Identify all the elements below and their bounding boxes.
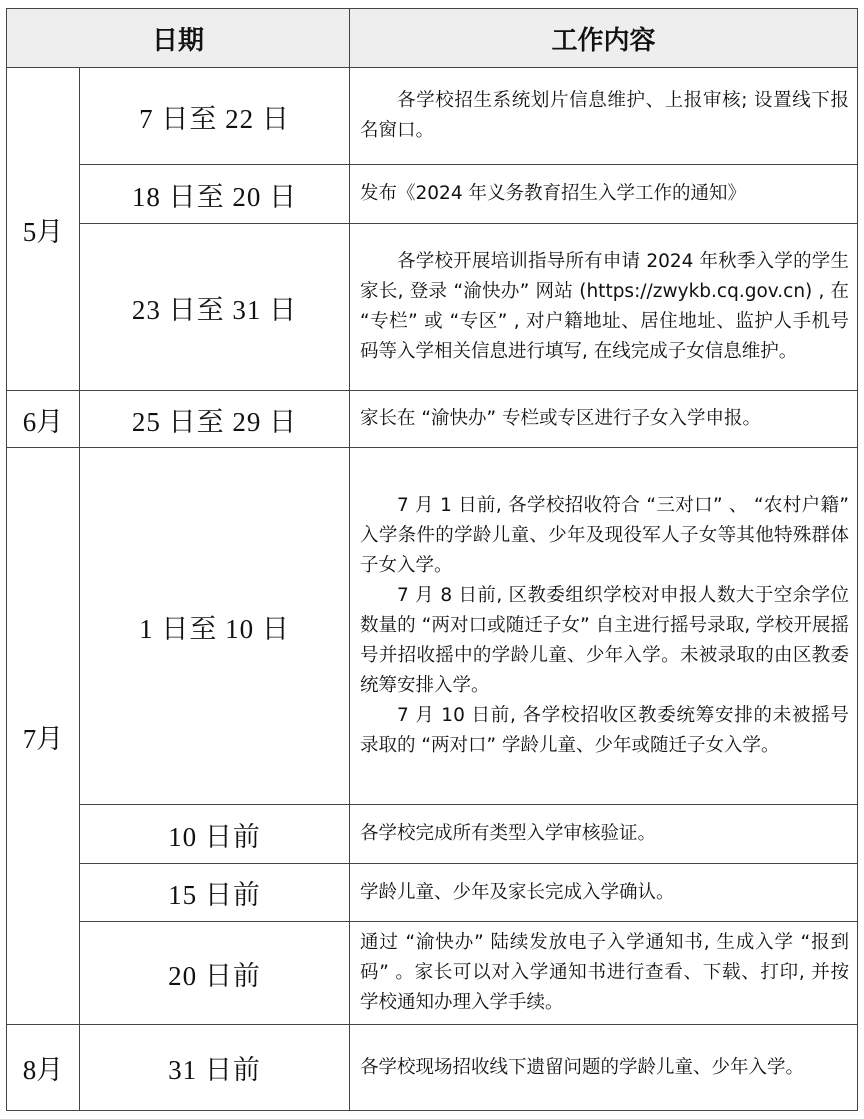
- content-cell: [350, 448, 858, 805]
- date-cell: 10 日前: [80, 805, 350, 864]
- content-cell: [350, 1025, 858, 1111]
- table-body: [7, 68, 858, 1111]
- table-row: [7, 68, 858, 165]
- month-cell: 8月: [7, 1025, 80, 1111]
- date-cell: 18 日至 20 日: [80, 165, 350, 224]
- content-paragraph: 各学校开展培训指导所有申请 2024 年秋季入学的学生家长, 登录 “渝快办” 网站 (https://zwykb.cq.gov.cn) , 在 “专栏” 或 “专区” , 对户籍地址、居住地址、监护人手机号码等入学相关信息进行填写, 在线完成子女信息维护。: [360, 251, 850, 362]
- content-paragraph: 各学校完成所有类型入学审核验证。: [360, 823, 657, 844]
- date-cell: 25 日至 29 日: [80, 391, 350, 448]
- date-cell: 31 日前: [80, 1025, 350, 1111]
- content-paragraph: 发布《2024 年义务教育招生入学工作的通知》: [360, 183, 746, 204]
- header-date: 日期: [7, 9, 350, 68]
- header-row: [7, 9, 858, 68]
- table-row: [7, 1025, 858, 1111]
- content-paragraph: 通过 “渝快办” 陆续发放电子入学通知书, 生成入学 “报到码” 。家长可以对入学通知书进行查看、下载、打印, 并按学校通知办理入学手续。: [360, 932, 850, 1013]
- content-paragraph: 各学校现场招收线下遗留问题的学龄儿童、少年入学。: [360, 1056, 805, 1078]
- month-cell: 7月: [7, 448, 80, 1025]
- table-row: [7, 224, 858, 391]
- table-row: [7, 165, 858, 224]
- content-cell: [350, 165, 858, 224]
- table-row: [7, 448, 858, 805]
- content-cell: [350, 864, 858, 922]
- date-cell: 20 日前: [80, 922, 350, 1025]
- content-paragraph: 各学校招生系统划片信息维护、上报审核; 设置线下报名窗口。: [360, 90, 850, 141]
- schedule-table: [6, 8, 858, 1111]
- content-paragraph: 7 月 10 日前, 各学校招收区教委统筹安排的未被摇号录取的 “两对口” 学龄儿童、少年或随迁子女入学。: [360, 705, 850, 756]
- content-paragraph: 家长在 “渝快办” 专栏或专区进行子女入学申报。: [360, 408, 761, 429]
- header-content: 工作内容: [350, 9, 858, 68]
- date-cell: 15 日前: [80, 864, 350, 922]
- month-cell: 6月: [7, 391, 80, 448]
- content-cell: [350, 391, 858, 448]
- content-paragraph: 7 月 8 日前, 区教委组织学校对申报人数大于空余学位数量的 “两对口或随迁子女” 自主进行摇号录取, 学校开展摇号并招收摇中的学龄儿童、少年入学。未被录取的由区教委统筹安排入学。: [360, 585, 850, 696]
- content-paragraph: 7 月 1 日前, 各学校招收符合 “三对口” 、 “农村户籍” 入学条件的学龄儿童、少年及现役军人子女等其他特殊群体子女入学。: [360, 495, 850, 576]
- month-cell: 5月: [7, 68, 80, 391]
- table-row: [7, 805, 858, 864]
- table-row: [7, 864, 858, 922]
- table-row: [7, 922, 858, 1025]
- content-cell: [350, 805, 858, 864]
- date-cell: 7 日至 22 日: [80, 68, 350, 165]
- date-cell: 1 日至 10 日: [80, 448, 350, 805]
- content-cell: [350, 224, 858, 391]
- content-cell: [350, 68, 858, 165]
- date-cell: 23 日至 31 日: [80, 224, 350, 391]
- content-cell: [350, 922, 858, 1025]
- table-row: [7, 391, 858, 448]
- content-paragraph: 学龄儿童、少年及家长完成入学确认。: [360, 881, 675, 903]
